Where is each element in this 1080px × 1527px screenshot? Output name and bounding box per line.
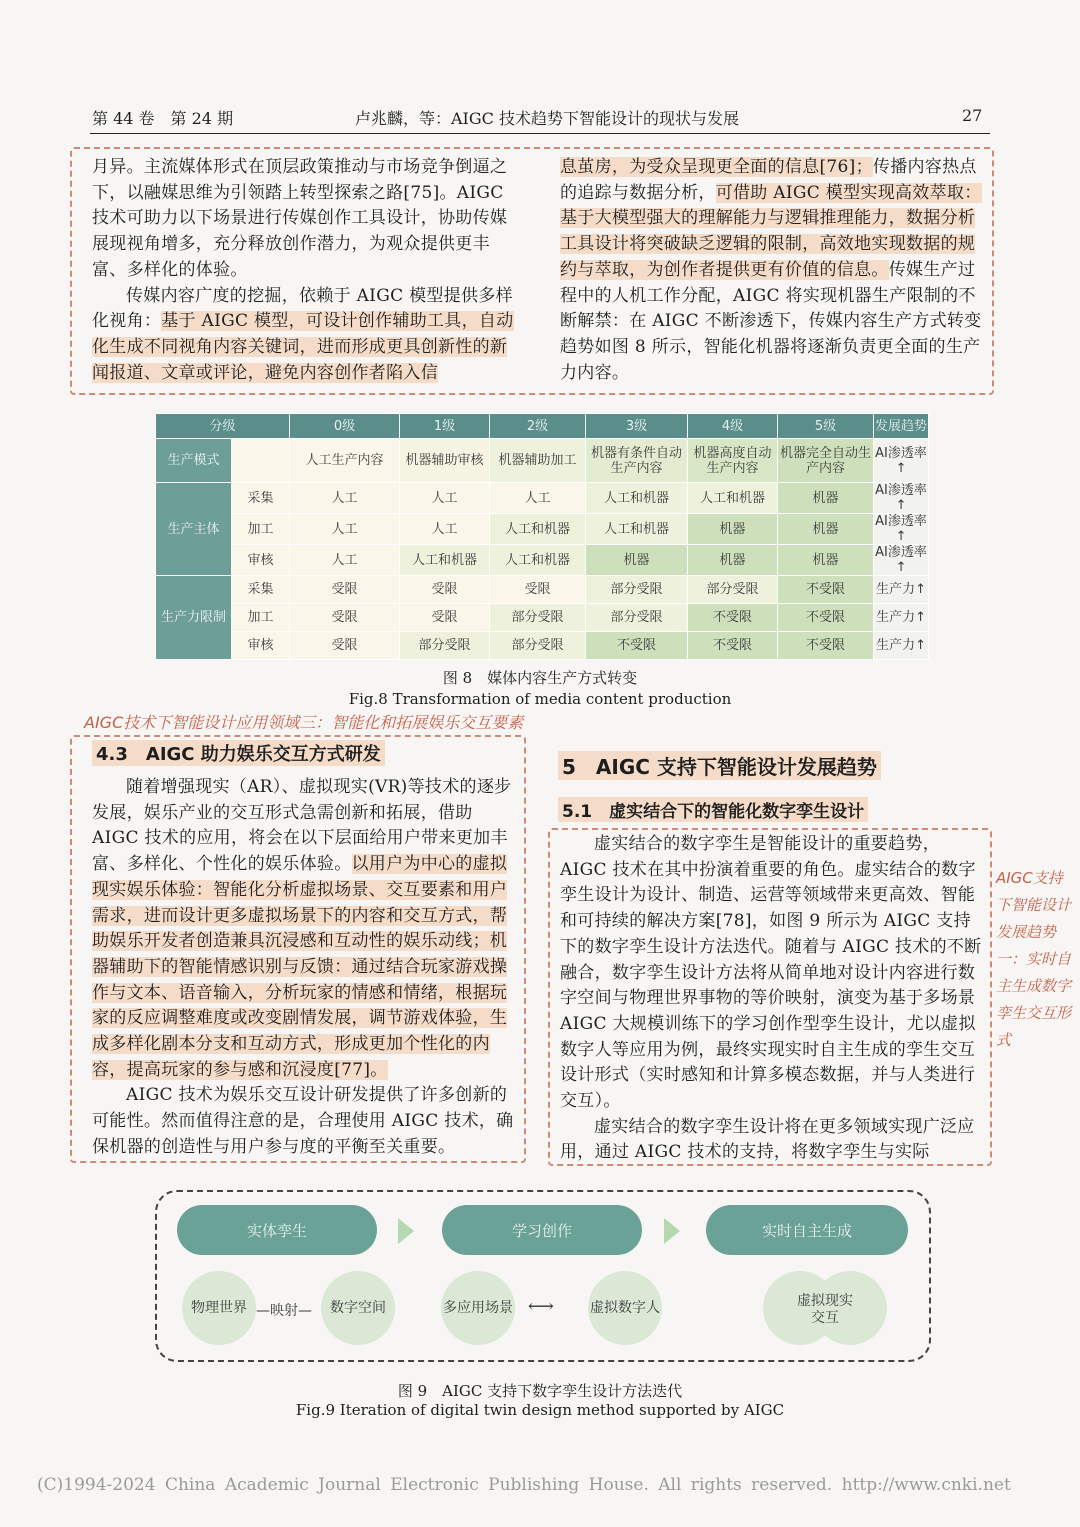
concept-circle: 数字空间 <box>321 1271 395 1345</box>
paragraph <box>92 284 522 387</box>
step-label: 加工 <box>232 604 290 632</box>
table-cell: 不受限 <box>688 604 778 632</box>
top-right-column <box>560 155 988 386</box>
table-cell: 人工和机器 <box>400 545 490 576</box>
arrow-right-icon <box>398 1218 414 1244</box>
table-cell: 机器 <box>778 545 874 576</box>
table-cell: 机器 <box>778 483 874 514</box>
concept-circle: 多应用场景 <box>441 1271 515 1345</box>
trend-cell: AI渗透率↑ <box>875 545 927 575</box>
step-label: 加工 <box>232 514 290 545</box>
stage-pill: 学习创作 <box>442 1205 642 1255</box>
table-row <box>156 483 929 514</box>
trend-cell: 生产力↑ <box>874 632 929 660</box>
row-label: 生产主体 <box>156 483 232 576</box>
media-production-table <box>155 413 929 660</box>
paragraph: 月异。主流媒体形式在顶层政策推动与市场竞争倒逼之下，以融媒思维为引领踏上转型探索之路[75]。AIGC 技术可助力以下场景进行传媒创作工具设计，协助传媒展现视角增多，充分释放创作潜力，为观众提供更丰富、多样化的体验。 <box>92 157 508 280</box>
text-run: 随着增强现实（AR）、虚拟现实(VR)等技术的逐步发展，娱乐产业的交互形式急需创新和拓展，借助 AIGC 技术的应用，将会在以下层面给用户带来更加丰富、多样化、个性化的娱乐体验。 <box>92 777 512 875</box>
table-cell: 机器辅助审核 <box>400 439 490 483</box>
table-row <box>156 632 929 660</box>
paragraph <box>560 155 988 386</box>
section-heading: 4.3 AIGC 助力娱乐交互方式研发 <box>92 740 385 766</box>
table-cell: 受限 <box>400 604 490 632</box>
trend-cell: 生产力↑ <box>874 576 929 604</box>
table-cell: 部分受限 <box>490 604 586 632</box>
table-cell: 受限 <box>490 576 586 604</box>
copyright-footer: (C)1994-2024 China Academic Journal Electronic Publishing House. All rights reserved. http://www.cnki.net <box>37 1475 1011 1495</box>
table-header-row <box>156 414 929 439</box>
header-cell: 3级 <box>586 414 688 439</box>
header-cell: 1级 <box>400 414 490 439</box>
table-cell: 人工 <box>490 483 586 514</box>
table-cell: 不受限 <box>778 576 874 604</box>
chapter-heading: 5 AIGC 支持下智能设计发展趋势 <box>558 751 881 780</box>
header-cell: 5级 <box>778 414 874 439</box>
table-row <box>156 604 929 632</box>
trend-cell: 生产力↑ <box>874 604 929 632</box>
header-cell: 分级 <box>156 414 290 439</box>
table-cell: 机器 <box>688 514 778 545</box>
text-run: 传播内容热点的追踪与数据分析， <box>560 157 977 203</box>
concept-label: 虚拟现实交互 <box>797 1293 853 1326</box>
table-row <box>156 545 929 576</box>
row-label: 生产力限制 <box>156 576 232 660</box>
stage-pill: 实时自主生成 <box>706 1205 908 1255</box>
figure-caption-cn: 图 8 媒体内容生产方式转变 <box>442 669 638 687</box>
concept-circle: 物理世界 <box>182 1271 256 1345</box>
table-cell: 机器 <box>778 514 874 545</box>
table-cell: 人工 <box>400 483 490 514</box>
step-label: 采集 <box>232 483 290 514</box>
text-run: 传媒生产过程中的人机工作分配，AIGC 将实现机器生产限制的不断解禁：在 AIGC 不断渗透下，传媒内容生产方式转变趋势如图 8 所示，智能化机器将逐渐负责更全面的生产力内容。 <box>560 259 982 383</box>
header-cell: 发展趋势 <box>874 414 929 439</box>
table-cell: 受限 <box>290 576 400 604</box>
bidirectional-arrow-icon: ⟷ <box>528 1296 554 1317</box>
page-number: 27 <box>962 106 983 125</box>
trend-cell: AI渗透率↑ <box>874 439 929 483</box>
mapping-label: —映射— <box>256 1303 312 1319</box>
table-cell: 机器有条件自动生产内容 <box>586 439 688 483</box>
concept-circle: 虚拟数字人 <box>588 1271 662 1345</box>
highlight: 以用户为中心的虚拟现实娱乐体验：智能化分析虚拟场景、交互要素和用户需求，进而设计更多虚拟场景下的内容和交互方式，帮助娱乐开发者创造兼具沉浸感和互动性的娱乐动线；机器辅助下的智能情感识别与反馈：通过结合玩家游戏操作与文本、语音输入，分析玩家的情感和情绪，根据玩家的反应调整难度或改变剧情发展，调节游戏体验，生成多样化剧本分支和互动方式，形成更加个性化的内容，提高玩家的参与感和沉浸度[77]。 <box>92 854 508 1080</box>
table-cell: 人工生产内容 <box>290 439 400 483</box>
table-cell: 机器 <box>688 545 778 576</box>
handwritten-note: AIGC支持下智能设计发展趋势一：实时自主生成数字孪生交互形式 <box>996 869 1072 1049</box>
paragraph <box>92 775 520 1083</box>
figure-caption-en: Fig.8 Transformation of media content production <box>348 690 732 708</box>
figure-caption-cn: 图 9 AIGC 支持下数字孪生设计方法迭代 <box>397 1382 683 1400</box>
handwritten-note: AIGC技术下智能设计应用领域三：智能化和拓展娱乐交互要素 <box>84 713 524 732</box>
stage-pill: 实体孪生 <box>177 1205 377 1255</box>
table-cell: 不受限 <box>688 632 778 660</box>
trend-cell: AI渗透率↑ <box>875 483 927 513</box>
running-title: 卢兆麟，等：AIGC 技术趋势下智能设计的现状与发展 <box>355 109 739 128</box>
table-cell: 人工 <box>290 483 400 514</box>
table-cell <box>232 439 290 483</box>
paragraph: 虚实结合的数字孪生设计将在更多领域实现广泛应用，通过 AIGC 技术的支持，将数字孪生与实际 <box>560 1116 975 1163</box>
step-label: 审核 <box>232 545 290 576</box>
table-cell: 人工 <box>290 514 400 545</box>
table-cell: 不受限 <box>778 604 874 632</box>
arrow-right-icon <box>664 1218 680 1244</box>
text-run: 传媒内容广度的挖掘，依赖于 AIGC 模型提供多样化视角： <box>92 285 513 332</box>
highlight: 息茧房，为受众呈现更全面的信息[76]； <box>560 157 873 177</box>
table-cell: 受限 <box>290 632 400 660</box>
header-cell: 0级 <box>290 414 400 439</box>
table-cell: 部分受限 <box>400 632 490 660</box>
journal-volume: 第 44 卷 第 24 期 <box>92 109 234 128</box>
paragraph: AIGC 技术为娱乐交互设计研发提供了许多创新的可能性。然而值得注意的是，合理使用 AIGC 技术，确保机器的创造性与用户参与度的平衡至关重要。 <box>92 1085 514 1157</box>
row-label: 生产模式 <box>156 439 232 483</box>
table-cell: 机器 <box>586 545 688 576</box>
table-cell: 不受限 <box>586 632 688 660</box>
highlight: 可借助 AIGC 模型实现高效萃取：基于大模型强大的理解能力与逻辑推理能力，数据分析工具设计将突破缺乏逻辑的限制，高效地实现数据的规约与萃取，为创作者提供更有价值的信息。 <box>560 182 982 280</box>
table-cell: 机器辅助加工 <box>490 439 586 483</box>
header-cell: 4级 <box>688 414 778 439</box>
step-label: 审核 <box>232 632 290 660</box>
trend-cell: AI渗透率↑ <box>875 514 927 544</box>
paragraph: 虚实结合的数字孪生是智能设计的重要趋势，AIGC 技术在其中扮演着重要的角色。虚实结合的数字孪生设计为设计、制造、运营等领域带来更高效、智能和可持续的解决方案[78]，如图 9 所示为 AIGC 支持下的数字孪生设计方法迭代。随着与 AIGC 技术的不断融合，数字孪生设计方法将从简单地对设计内容进行数字空间与物理世界事物的等价映射，演变为基于多场景 AIGC 大规模训练下的学习创作型孪生设计，尤以虚拟数字人等应用为例，最终实现实时自主生成的孪生交互设计形式（实时感知和计算多模态数据，并与人类进行交互）。 <box>560 834 982 1112</box>
table-cell: 部分受限 <box>586 604 688 632</box>
header-cell: 2级 <box>490 414 586 439</box>
table-cell: 部分受限 <box>490 632 586 660</box>
table-cell: 机器完全自动生产内容 <box>778 439 874 483</box>
table-cell: 人工和机器 <box>586 483 688 514</box>
table-cell: 人工 <box>400 514 490 545</box>
table-cell: 受限 <box>400 576 490 604</box>
section-body <box>92 775 520 1161</box>
step-label: 采集 <box>232 576 290 604</box>
table-cell: 不受限 <box>778 632 874 660</box>
table-cell: 人工和机器 <box>490 545 586 576</box>
section-body <box>560 832 986 1166</box>
subsection-heading: 5.1 虚实结合下的智能化数字孪生设计 <box>558 797 868 822</box>
header-rule <box>90 133 990 134</box>
table-cell: 部分受限 <box>688 576 778 604</box>
table-row <box>156 514 929 545</box>
table-cell: 人工和机器 <box>490 514 586 545</box>
top-left-column <box>92 155 522 386</box>
highlight: 基于 AIGC 模型，可设计创作辅助工具，自动化生成不同视角内容关键词，进而形成更具创新性的新闻报道、文章或评论，避免内容创作者陷入信 <box>92 311 514 383</box>
table-cell: 部分受限 <box>586 576 688 604</box>
table-row <box>156 439 929 483</box>
table-cell: 人工和机器 <box>688 483 778 514</box>
table-cell: 受限 <box>290 604 400 632</box>
table-cell: 人工和机器 <box>586 514 688 545</box>
table-cell: 人工 <box>290 545 400 576</box>
figure-caption-en: Fig.9 Iteration of digital twin design method supported by AIGC <box>295 1401 785 1419</box>
table-row <box>156 576 929 604</box>
table-cell: 机器高度自动生产内容 <box>688 439 778 483</box>
